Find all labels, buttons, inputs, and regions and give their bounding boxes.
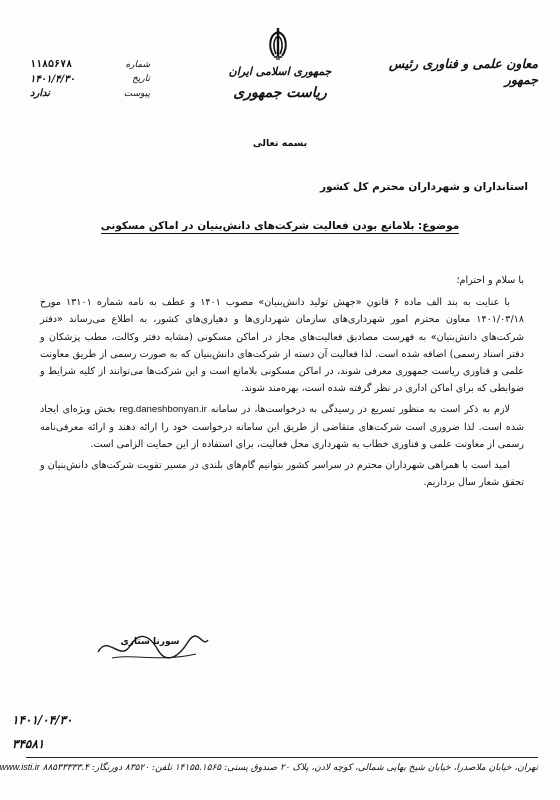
footer	[0, 762, 538, 773]
handwritten-date: ۱۴۰۱/۰۴/۳۰	[12, 713, 73, 727]
meta-date-row	[30, 73, 150, 88]
body-paragraph-2-part-b: بخش ویژه‌ای ایجاد شده است. لذا ضروری است شرکت‌های متقاضی از طریق این سامانه درخواست خود را ارائه دهند و ارائه معرفی‌نامه رسمی از معاونت علمی و فناوری خطاب به شهرداری محل فعالیت، برای استفاده از این حمایت الزامی است.	[40, 404, 524, 450]
footer-address: تهران، خیابان ملاصدرا، خیابان شیخ بهایی شمالی، کوچه لادن، پلاک ۲۰ صندوق پستی: ۱۴۱۵۵.۱۵۶۵ تلفن: ۸۳۵۲۰ دورنگار: ۸۸۵۳۳۳۳۳.۴	[42, 763, 538, 773]
addressee: استانداران و شهرداران محترم کل کشور	[319, 181, 528, 193]
meta-date-value: ۱۴۰۱/۴/۳۰	[30, 73, 75, 85]
footer-website[interactable]: www.isti.ir	[0, 762, 40, 772]
meta-date-label: تاریخ	[132, 74, 150, 85]
subject-text: موضوع: بلامانع بودن فعالیت شرکت‌های دانش‌بنیان در اماکن مسکونی	[100, 220, 460, 232]
body-paragraph-2-part-a: لازم به ذکر است به منظور تسریع در رسیدگی به درخواست‌ها، در سامانه	[210, 404, 511, 416]
letter-meta	[30, 58, 150, 102]
body-paragraph-1: با عنایت به بند الف ماده ۶ قانون «جهش تولید دانش‌بنیان» مصوب ۱۴۰۱ و عطف به نامه شماره ۱۳۱۰۱ مورخ ۱۴۰۱/۰۳/۱۸ معاون محترم امور شهرداری‌های سازمان شهرداری‌ها و دهیاری‌های کشور، به اطلاع می‌رساند «دفتر شرکت‌های دانش‌بنیان» به فهرست مصادیق فعالیت‌های مجاز در اماکن مسکونی (مشابه دفتر وکالت، مطب پزشکان و دفتر اسناد رسمی) اضافه شده است. لذا فعالیت آن دسته از شرکت‌های دانش‌بنیان که به صورت رسمی از طریق معاونت علمی و فناوری ریاست جمهوری معرفی شوند، در اماکن مسکونی بلامانع است و این شرکت‌ها می‌توانند از کلیه شرایط و ضوابطی که برای اماکن اداری در نظر گرفته شده است، بهره‌مند شوند.	[40, 297, 524, 395]
meta-number-label: شماره	[125, 59, 150, 70]
subject-line	[0, 220, 560, 232]
basmala: بسمه تعالی	[252, 138, 308, 149]
signer-name: سورنا ستاری	[120, 637, 180, 647]
meta-number-row	[30, 58, 150, 73]
ministry-title: معاون علمی و فناوری رئیس جمهور	[388, 56, 538, 88]
registration-site-link[interactable]: reg.daneshbonyan.ir	[119, 404, 207, 416]
meta-number-value: ۱۱۸۵۶۷۸	[30, 59, 73, 70]
republic-name: جمهوری اسلامی ایران	[228, 65, 332, 78]
meta-attachment-value: ندارد	[30, 88, 51, 99]
meta-attachment-row	[30, 87, 150, 102]
body-paragraph-3: امید است با همراهی شهرداران محترم در سراسر کشور بتوانیم گام‌های بلندی در مسیر تقویت شرکت‌های دانش‌بنیان و تحقق شعار سال برداریم.	[40, 460, 524, 489]
signature-scribble	[92, 628, 212, 668]
republic-header	[220, 64, 340, 104]
meta-attachment-label: پیوست	[123, 88, 150, 99]
iran-emblem-icon	[263, 26, 293, 62]
letter-body	[40, 272, 524, 491]
handwritten-note	[12, 708, 112, 756]
greeting: با سلام و احترام؛	[456, 275, 524, 286]
presidency-name: ریاست جمهوری	[233, 85, 327, 102]
handwritten-number: ۳۴۵۸۱	[12, 737, 45, 751]
body-paragraph-2	[40, 401, 524, 453]
footer-divider	[26, 757, 538, 758]
